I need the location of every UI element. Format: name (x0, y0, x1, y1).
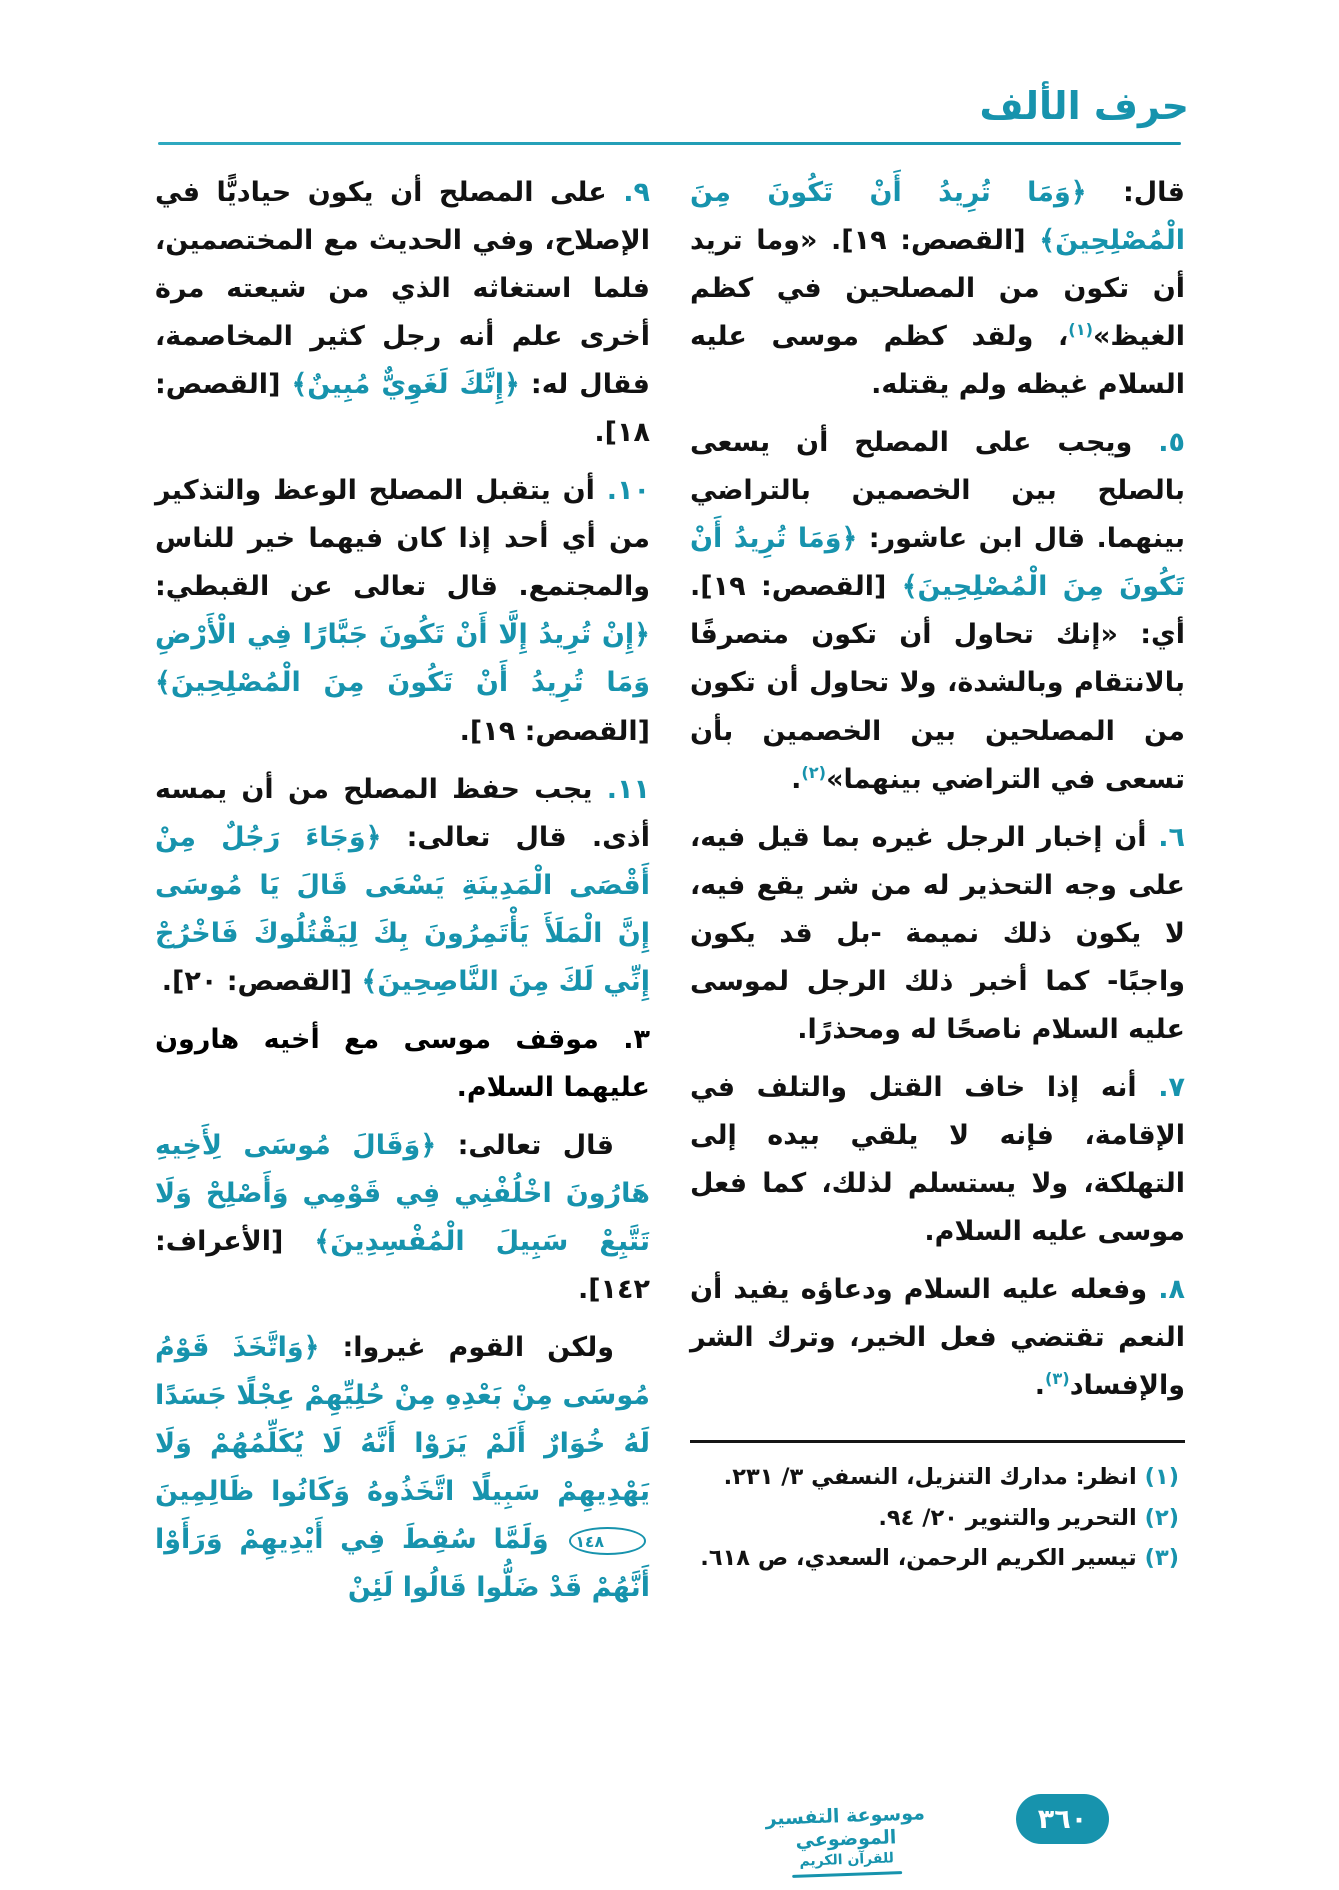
body-text: [القصص: ٢٠]. (161, 965, 362, 997)
footnotes-block (690, 1440, 1185, 1579)
ayah-number: ١٤٨ (569, 1527, 646, 1555)
left-column (155, 169, 650, 1622)
item-number: ٨. (1147, 1274, 1185, 1306)
body-text: ، ولقد كظم موسى عليه السلام غيظه ولم يقتله. (690, 321, 1185, 401)
heading-text: ٣. موقف موسى مع أخيه هارون عليهما السلام. (155, 1023, 650, 1103)
publisher-seal-title: موسوعة التفسير الموضوعي (765, 1802, 926, 1852)
paragraph (155, 766, 650, 1006)
footnote-marker: (٢) (801, 762, 827, 782)
quran-verse: ﴿إِنَّكَ لَغَوِيٌّ مُبِينٌ﴾ (291, 369, 520, 401)
quran-verse: وَلَمَّا سُقِطَ فِي أَيْدِيهِمْ وَرَأَوْا أَنَّهُمْ قَدْ ضَلُّوا قَالُوا لَئِنْ (155, 1524, 650, 1604)
item-number: ١٠. (594, 475, 650, 507)
paragraph (690, 1266, 1185, 1410)
paragraph (690, 1064, 1185, 1256)
page-header (0, 0, 1339, 145)
section-heading (155, 1016, 650, 1112)
paragraph (155, 1324, 650, 1612)
body-text: أنه إذا خاف القتل والتلف في الإقامة، فإنه لا يلقي بيده إلى التهلكة، ولا يستسلم لذلك، كما فعل موسى عليه السلام. (690, 1071, 1185, 1247)
body-text: [القصص: ١٨]. (155, 369, 650, 449)
quran-verse: ﴿وَاتَّخَذَ قَوْمُ مُوسَى مِنْ بَعْدِهِ مِنْ حُلِيِّهِمْ عِجْلًا جَسَدًا لَهُ خُوَارٌ أَلَمْ يَرَوْا أَنَّهُ لَا يُكَلِّمُهُمْ وَلَا يَهْدِيهِمْ سَبِيلًا اتَّخَذُوهُ وَكَانُوا ظَالِمِينَ (155, 1332, 650, 1508)
footnote-text: تيسير الكريم الرحمن، السعدي، ص ٦١٨. (700, 1545, 1137, 1572)
footnote-number: (٣) (1144, 1545, 1179, 1572)
footnote-number: (٢) (1144, 1504, 1179, 1531)
body-text: [القصص: ١٩]. أي: «إنك تحاول أن تكون متصرفًا بالانتقام وبالشدة، ولا تحاول أن تكون من المصلحين بين الخصمين بأن تسعى في التراضي بينهما» (690, 571, 1185, 795)
content-columns (0, 145, 1339, 1622)
paragraph (155, 467, 650, 755)
body-text: أن إخبار الرجل غيره بما قيل فيه، على وجه التحذير له من شر يقع فيه، لا يكون ذلك نميمة -بل قد يكون واجبًا- كما أخبر ذلك الرجل لموسى عليه السلام ناصحًا له ومحذرًا. (690, 821, 1185, 1045)
quran-verse: ﴿وَقَالَ مُوسَى لِأَخِيهِ هَارُونَ اخْلُفْنِي فِي قَوْمِي وَأَصْلِحْ وَلَا تَتَّبِعْ سَبِيلَ الْمُفْسِدِينَ﴾ (155, 1129, 651, 1257)
seal-flourish (792, 1871, 902, 1878)
quran-verse: ﴿وَجَاءَ رَجُلٌ مِنْ أَقْصَى الْمَدِينَةِ يَسْعَى قَالَ يَا مُوسَى إِنَّ الْمَلَأَ يَأْتَمِرُونَ بِكَ لِيَقْتُلُوكَ فَاخْرُجْ إِنِّي لَكَ مِنَ النَّاصِحِينَ﴾ (155, 821, 650, 997)
body-text: ويجب على المصلح أن يسعى بالصلح بين الخصمين بالتراضي بينهما. قال ابن عاشور: (690, 427, 1185, 555)
footnote (690, 1498, 1179, 1539)
body-text: على المصلح أن يكون حياديًّا في الإصلاح، وفي الحديث مع المختصمين، فلما استغاثه الذي من شيعته مرة أخرى علم أنه رجل كثير المخاصمة، فقال له: (155, 177, 650, 401)
body-text: أن يتقبل المصلح الوعظ والتذكير من أي أحد إذا كان فيهما خير للناس والمجتمع. قال تعالى عن القبطي: (155, 475, 650, 603)
page-footer (0, 1780, 1339, 1890)
chapter-title: حرف الألف (979, 84, 1189, 128)
body-text: وفعله عليه السلام ودعاؤه يفيد أن النعم تقتضي فعل الخير، وترك الشر والإفساد (690, 1274, 1185, 1402)
body-text: ولكن القوم غيروا: (319, 1332, 614, 1364)
body-text: [القصص: ١٩]. (459, 715, 650, 747)
quran-verse: ﴿وَمَا تُرِيدُ أَنْ تَكُونَ مِنَ الْمُصْلِحِينَ﴾ (690, 177, 1185, 257)
publisher-seal-subtitle: للقرآن الكريم (799, 1849, 895, 1870)
quran-verse: ﴿وَمَا تُرِيدُ أَنْ تَكُونَ مِنَ الْمُصْلِحِينَ﴾ (690, 523, 1185, 603)
footnote-text: التحرير والتنوير ٢٠/ ٩٤. (878, 1504, 1137, 1531)
item-number: ١١. (592, 773, 650, 805)
footnote (690, 1457, 1179, 1498)
body-text: . (791, 763, 802, 795)
page-number-badge: ٣٦٠ (1016, 1794, 1109, 1844)
paragraph (690, 169, 1185, 409)
footnote-number: (١) (1144, 1464, 1179, 1491)
body-text: قال تعالى: (436, 1129, 614, 1161)
paragraph (155, 1122, 650, 1314)
item-number: ٥. (1132, 427, 1185, 459)
item-number: ٩. (606, 177, 650, 208)
paragraph (155, 169, 650, 457)
paragraph (690, 419, 1185, 803)
item-number: ٦. (1146, 821, 1185, 853)
body-text: [القصص: ١٩]. «وما تريد أن تكون من المصلحين في كظم الغيظ» (690, 225, 1185, 353)
body-text: [الأعراف: ١٤٢]. (155, 1225, 650, 1306)
paragraph (690, 814, 1185, 1054)
right-column (690, 169, 1185, 1579)
publisher-seal (760, 1802, 932, 1879)
quran-verse: ﴿إِنْ تُرِيدُ إِلَّا أَنْ تَكُونَ جَبَّارًا فِي الْأَرْضِ وَمَا تُرِيدُ أَنْ تَكُونَ مِنَ الْمُصْلِحِينَ﴾ (155, 619, 650, 699)
body-text: . (1034, 1370, 1045, 1402)
body-text: قال: (1086, 177, 1185, 208)
body-text: يجب حفظ المصلح من أن يمسه أذى. قال تعالى: (155, 773, 650, 853)
footnote-marker: (٣) (1045, 1369, 1070, 1389)
footnote-text: انظر: مدارك التنزيل، النسفي ٣/ ٢٣١. (723, 1464, 1137, 1491)
item-number: ٧. (1136, 1071, 1185, 1103)
footnote (690, 1538, 1179, 1579)
footnote-marker: (١) (1068, 320, 1093, 340)
